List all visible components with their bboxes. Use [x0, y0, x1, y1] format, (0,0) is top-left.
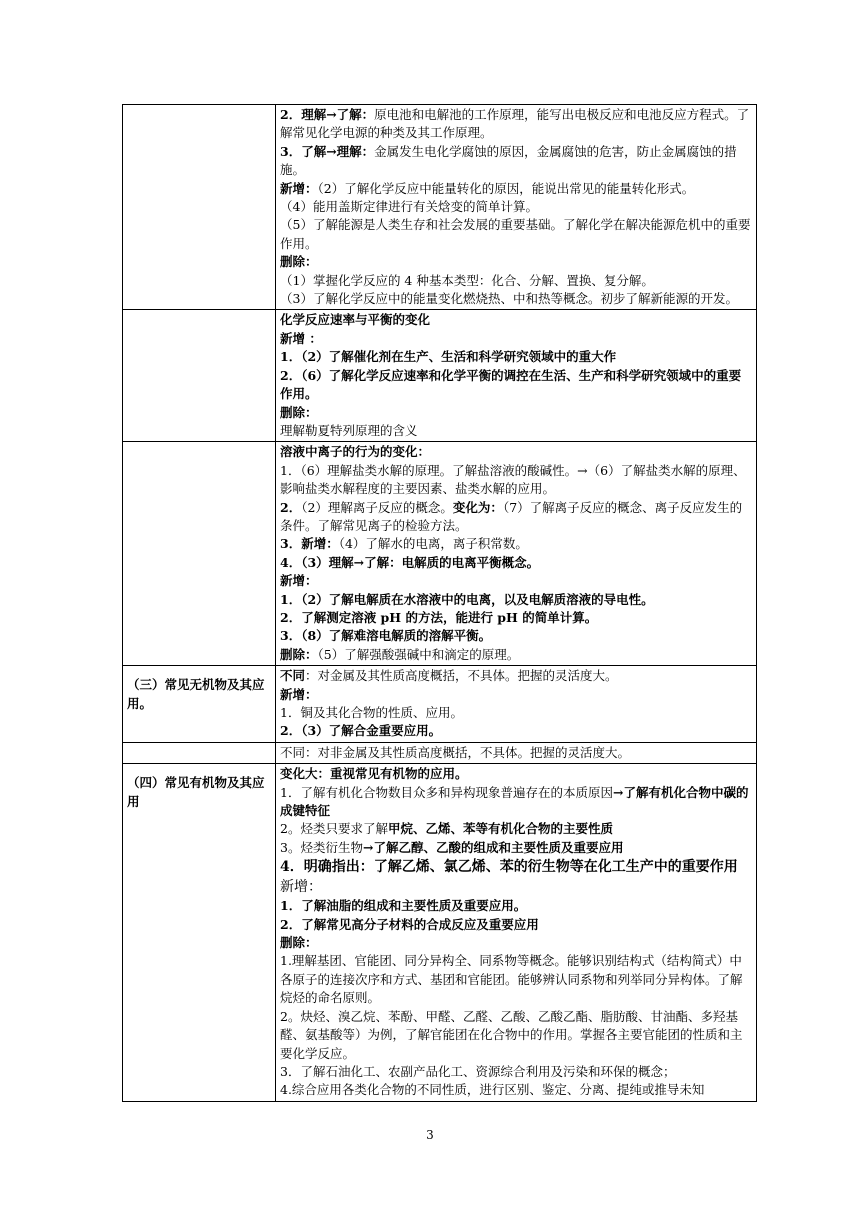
section-heading-cell	[123, 742, 276, 763]
text-segment: 2．（6）了解化学反应速率和化学平衡的调控在生活、生产和科学研究领域中的重要作用。	[280, 367, 742, 402]
text-segment: 3．了解石油化工、农副产品化工、资源综合利用及污染和环保的概念；	[280, 1063, 676, 1079]
table-row	[123, 764, 757, 1102]
text-segment: 1．（2）了解催化剂在生产、生活和科学研究领域中的重大作	[280, 349, 617, 365]
text-segment: 4．明确指出：了解乙烯、氯乙烯、苯的衍生物等在化工生产中的重要作用	[280, 859, 738, 876]
content-line	[280, 216, 752, 253]
content-line	[280, 839, 752, 857]
text-segment: （4）了解水的电离，离子积常数。	[338, 536, 528, 552]
text-segment: （2）理解离子反应的概念。	[301, 499, 453, 515]
text-segment: 2．	[280, 499, 302, 515]
content-line	[280, 330, 752, 348]
text-segment: 3．（8）了解难溶电解质的溶解平衡。	[280, 628, 492, 644]
text-segment: 1．（6）理解盐类水解的原理。了解盐溶液的酸碱性。→（6）了解盐类水解的原理、影响盐类水解程度的主要因素、盐类水解的应用。	[280, 462, 746, 497]
text-segment: 新增 ：	[280, 330, 322, 346]
text-segment: 化学反应速率与平衡的变化	[280, 312, 431, 328]
content-line	[280, 952, 752, 1007]
text-segment: （5）了解强酸强碱中和滴定的原理。	[317, 646, 520, 662]
text-segment: 删除：	[280, 404, 318, 420]
text-segment: 删除：	[280, 935, 318, 951]
text-segment: 删除：	[280, 254, 318, 270]
text-segment: 1.理解基团、官能团、同分异构全、同系物等概念。能够识别结构式（结构简式）中各原子的连接次序和方式、基团和官能团。能够辨认同系物和列举同分异构体。了解烷烃的命名原则。	[280, 953, 743, 1006]
content-line	[280, 422, 752, 440]
content-line	[280, 572, 752, 590]
content-line	[280, 1081, 752, 1099]
section-heading-cell	[123, 310, 276, 442]
content-line	[280, 1008, 752, 1063]
content-cell	[276, 442, 757, 666]
text-segment: 变化为：	[452, 499, 503, 515]
content-line	[280, 934, 752, 952]
text-segment: （2）了解化学反应中能量转化的原因，能说出常见的能量转化形式。	[317, 180, 695, 196]
content-line	[280, 462, 752, 499]
content-line	[280, 857, 752, 877]
text-segment: 2．了解常见高分子材料的合成反应及重要应用	[280, 916, 539, 932]
text-segment: 甲烷、乙烯、苯等有机化合物的主要性质	[387, 821, 613, 837]
content-line	[280, 897, 752, 915]
text-segment: 删除：	[280, 646, 318, 662]
content-line	[280, 627, 752, 645]
content-line	[280, 646, 752, 664]
text-segment: →了解乙醇、乙酸的组成和主要性质及重要应用	[362, 839, 624, 855]
text-segment: 3．新增：	[280, 536, 339, 552]
text-segment: （5）了解能源是人类生存和社会发展的重要基础。了解化学在解决能源危机中的重要作用。	[280, 217, 751, 251]
text-segment: 金属发生电化学腐蚀的原因，金属腐蚀的危害，防止金属腐蚀的措施。	[280, 143, 737, 178]
text-segment: 1．（2）了解电解质在水溶液中的电离，以及电解质溶液的导电性。	[280, 591, 654, 607]
content-line	[280, 591, 752, 609]
text-segment: 新增：	[280, 879, 322, 896]
content-line	[280, 554, 752, 572]
table-row	[123, 442, 757, 666]
content-line	[280, 272, 752, 290]
text-segment: 变化大：重视常见有机物的应用。	[280, 766, 468, 782]
text-segment: 1．铜及其化合物的性质、应用。	[280, 705, 463, 720]
content-line	[280, 143, 752, 180]
content-line	[280, 290, 752, 308]
content-line	[280, 198, 752, 216]
content-line	[280, 106, 752, 143]
content-line	[280, 744, 752, 762]
content-line	[280, 253, 752, 271]
content-line	[280, 180, 752, 198]
table-row	[123, 742, 757, 763]
text-segment: （1）掌握化学反应的 4 种基本类型：化合、分解、置换、复分解。	[280, 272, 654, 288]
content-line	[280, 686, 752, 704]
text-segment: 不同	[280, 668, 306, 684]
content-line	[280, 311, 752, 329]
content-line	[280, 704, 752, 722]
text-segment: 2．了解测定溶液 pH 的方法，能进行 pH 的简单计算。	[280, 609, 598, 625]
text-segment: 3。烃类衍生物	[280, 839, 363, 855]
content-table	[122, 104, 757, 1102]
text-segment: （7）了解离子反应的概念、离子反应发生的条件。了解常见离子的检验方法。	[280, 499, 743, 533]
text-segment: 理解勒夏特列原理的含义	[280, 422, 418, 438]
content-cell	[276, 105, 757, 310]
text-segment: 新增：	[280, 573, 318, 589]
text-segment: 新增：	[280, 180, 318, 196]
text-segment: 2．理解→了解：	[280, 107, 375, 122]
content-line	[280, 443, 752, 461]
section-heading-cell: （三）常见无机物及其应用。	[123, 666, 276, 743]
text-segment: 2。烃类只要求了解	[280, 821, 388, 837]
section-heading-cell: （四）常见有机物及其应用	[123, 764, 276, 1102]
text-segment: 4．（3）理解→了解：电解质的电离平衡概念。	[280, 554, 540, 570]
text-segment: （3）了解化学反应中的能量变化燃烧热、中和热等概念。初步了解新能源的开发。	[280, 291, 738, 307]
content-cell	[276, 666, 757, 743]
content-line	[280, 820, 752, 838]
text-segment: 3．了解→理解：	[280, 143, 375, 159]
table-row	[123, 666, 757, 743]
content-line	[280, 367, 752, 404]
text-segment: 2。炔烃、溴乙烷、苯酚、甲醛、乙醛、乙酸、乙酸乙酯、脂肪酸、甘油酯、多羟基醛、氨基酸等）为例，了解官能团在化合物中的作用。掌握各主要官能团的性质和主要化学反应。	[280, 1008, 743, 1061]
content-line	[280, 722, 752, 740]
text-segment: ：对金属及其性质高度概括，不具体。把握的灵活度大。	[305, 668, 618, 684]
content-line	[280, 348, 752, 366]
text-segment: 不同：对非金属及其性质高度概括，不具体。把握的灵活度大。	[280, 744, 631, 760]
content-line	[280, 1063, 752, 1081]
text-segment: 2．（3）了解合金重要应用。	[280, 723, 442, 739]
text-segment: 1．了解有机化合物数目众多和异构现象普遍存在的本质原因	[280, 784, 613, 800]
content-line	[280, 916, 752, 934]
content-cell	[276, 764, 757, 1102]
content-line	[280, 667, 752, 685]
content-line	[280, 499, 752, 536]
content-line	[280, 877, 752, 897]
section-heading-cell	[123, 105, 276, 310]
text-segment: 原电池和电解池的工作原理，能写出电极反应和电池反应方程式。了解常见化学电源的种类及其工作原理。	[280, 107, 750, 141]
text-segment: 新增：	[280, 686, 318, 702]
text-segment: 4.综合应用各类化合物的不同性质，进行区别、鉴定、分离、提纯或推导未知	[280, 1082, 705, 1098]
content-line	[280, 404, 752, 422]
section-heading-cell	[123, 442, 276, 666]
content-cell	[276, 310, 757, 442]
table-row	[123, 105, 757, 310]
page-number: 3	[426, 1128, 434, 1142]
text-segment: （4）能用盖斯定律进行有关焓变的简单计算。	[280, 199, 538, 215]
text-segment: →了解有机化合物中碳的成键特征	[280, 784, 749, 819]
content-cell	[276, 742, 757, 763]
content-line	[280, 784, 752, 821]
content-line	[280, 609, 752, 627]
table-row	[123, 310, 757, 442]
table-body	[123, 105, 757, 1102]
content-line	[280, 765, 752, 783]
text-segment: 溶液中离子的行为的变化：	[280, 444, 431, 460]
content-line	[280, 535, 752, 553]
text-segment: 1．了解油脂的组成和主要性质及重要应用。	[280, 898, 527, 914]
